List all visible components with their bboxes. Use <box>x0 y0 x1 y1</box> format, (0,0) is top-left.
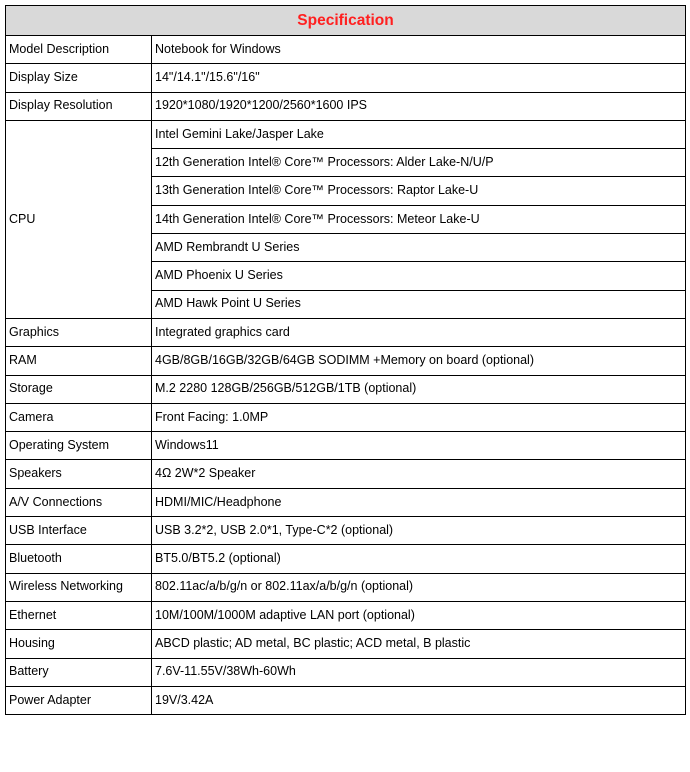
spec-value: 13th Generation Intel® Core™ Processors: Raptor Lake-U <box>152 177 686 205</box>
table-row <box>6 601 686 629</box>
spec-label: Battery <box>6 658 152 686</box>
table-row <box>6 630 686 658</box>
table-title: Specification <box>297 11 394 29</box>
table-row <box>6 658 686 686</box>
spec-label: Camera <box>6 403 152 431</box>
spec-label: Ethernet <box>6 601 152 629</box>
spec-value: 14"/14.1"/15.6"/16" <box>152 64 686 92</box>
spec-value: AMD Phoenix U Series <box>152 262 686 290</box>
table-row <box>6 488 686 516</box>
spec-value: ABCD plastic; AD metal, BC plastic; ACD metal, B plastic <box>152 630 686 658</box>
spec-label: Graphics <box>6 318 152 346</box>
table-title-cell <box>6 6 686 36</box>
spec-value: AMD Hawk Point U Series <box>152 290 686 318</box>
spec-label: Model Description <box>6 36 152 64</box>
spec-label: A/V Connections <box>6 488 152 516</box>
spec-value: BT5.0/BT5.2 (optional) <box>152 545 686 573</box>
table-row <box>6 517 686 545</box>
spec-value: HDMI/MIC/Headphone <box>152 488 686 516</box>
spec-value: AMD Rembrandt U Series <box>152 234 686 262</box>
table-row <box>6 545 686 573</box>
spec-rows <box>6 36 686 715</box>
spec-label: CPU <box>6 120 152 318</box>
spec-value: 4GB/8GB/16GB/32GB/64GB SODIMM +Memory on board (optional) <box>152 347 686 375</box>
spec-label: Display Resolution <box>6 92 152 120</box>
spec-value: Notebook for Windows <box>152 36 686 64</box>
spec-label: Operating System <box>6 432 152 460</box>
spec-value: M.2 2280 128GB/256GB/512GB/1TB (optional) <box>152 375 686 403</box>
spec-value: Integrated graphics card <box>152 318 686 346</box>
table-row <box>6 403 686 431</box>
spec-label: Housing <box>6 630 152 658</box>
spec-label: Display Size <box>6 64 152 92</box>
spec-label: Speakers <box>6 460 152 488</box>
spec-value: 1920*1080/1920*1200/2560*1600 IPS <box>152 92 686 120</box>
table-row <box>6 573 686 601</box>
spec-label: Storage <box>6 375 152 403</box>
table-row <box>6 318 686 346</box>
table-row <box>6 375 686 403</box>
table-row <box>6 120 686 148</box>
spec-value: 802.11ac/a/b/g/n or 802.11ax/a/b/g/n (optional) <box>152 573 686 601</box>
spec-label: RAM <box>6 347 152 375</box>
spec-value: 7.6V-11.55V/38Wh-60Wh <box>152 658 686 686</box>
spec-value: 14th Generation Intel® Core™ Processors: Meteor Lake-U <box>152 205 686 233</box>
title-row <box>6 6 686 36</box>
spec-value: 10M/100M/1000M adaptive LAN port (optional) <box>152 601 686 629</box>
spec-value: 12th Generation Intel® Core™ Processors: Alder Lake-N/U/P <box>152 149 686 177</box>
specification-table <box>5 5 686 715</box>
table-row <box>6 686 686 714</box>
table-row <box>6 92 686 120</box>
table-row <box>6 460 686 488</box>
spec-label: USB Interface <box>6 517 152 545</box>
spec-value: Intel Gemini Lake/Jasper Lake <box>152 120 686 148</box>
spec-value: USB 3.2*2, USB 2.0*1, Type-C*2 (optional) <box>152 517 686 545</box>
spec-value: Windows11 <box>152 432 686 460</box>
spec-value: 4Ω 2W*2 Speaker <box>152 460 686 488</box>
spec-label: Wireless Networking <box>6 573 152 601</box>
spec-value: Front Facing: 1.0MP <box>152 403 686 431</box>
spec-label: Power Adapter <box>6 686 152 714</box>
table-row <box>6 64 686 92</box>
table-row <box>6 432 686 460</box>
spec-label: Bluetooth <box>6 545 152 573</box>
table-row <box>6 36 686 64</box>
spec-value: 19V/3.42A <box>152 686 686 714</box>
table-row <box>6 347 686 375</box>
